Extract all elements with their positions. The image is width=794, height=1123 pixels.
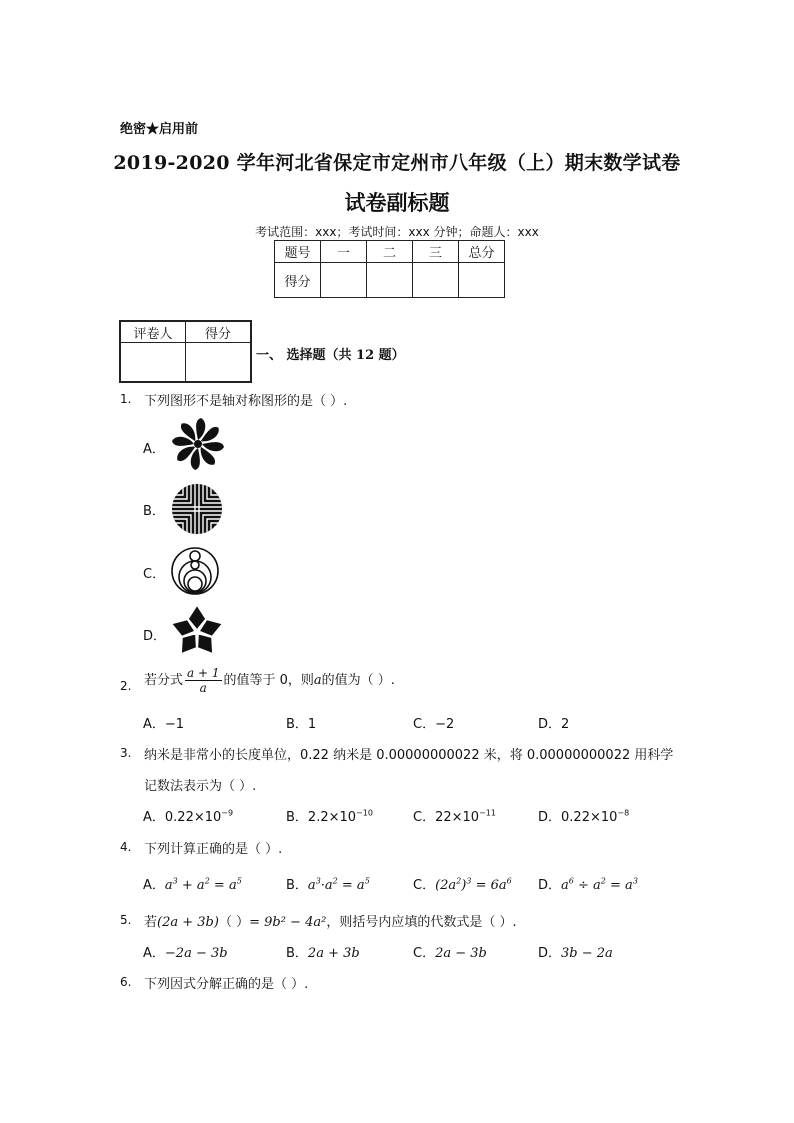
question-text: 下列因式分解正确的是（ ）. bbox=[144, 977, 309, 992]
math-expression: −2a − 3b bbox=[164, 946, 228, 961]
question-text bbox=[144, 666, 395, 695]
score-header-cell: 三 bbox=[413, 241, 459, 263]
option-d bbox=[538, 942, 613, 961]
option-b: B．1 bbox=[286, 717, 317, 732]
question-number: 2. bbox=[120, 679, 132, 693]
option-a bbox=[143, 942, 228, 961]
math-expression: 3b − 2a bbox=[561, 946, 613, 961]
fraction bbox=[185, 666, 221, 695]
option-label: A． bbox=[143, 878, 165, 893]
section-title: 一、 选择题（共 12 题） bbox=[256, 348, 405, 363]
nested-circles-figure bbox=[170, 544, 220, 598]
fraction-numerator: a + 1 bbox=[187, 666, 220, 680]
option-b bbox=[286, 874, 370, 893]
question-number: 1. bbox=[120, 392, 132, 406]
grader-header-cell: 评卷人 bbox=[120, 321, 186, 343]
score-header-cell: 题号 bbox=[275, 241, 321, 263]
option-c bbox=[413, 874, 512, 893]
math-variable: a bbox=[313, 673, 322, 688]
option-label: B． bbox=[286, 810, 308, 825]
pinwheel-figure bbox=[170, 416, 226, 472]
question-text-part: 的值等于 0，则 bbox=[223, 673, 314, 688]
question-number: 5. bbox=[120, 913, 132, 927]
grader-table bbox=[119, 320, 252, 383]
option-exponent: −9 bbox=[221, 808, 234, 818]
option-label: A． bbox=[143, 810, 165, 825]
score-row-label: 得分 bbox=[275, 263, 321, 298]
grader-header-cell: 得分 bbox=[186, 321, 252, 343]
question-number: 6. bbox=[120, 975, 132, 989]
option-base: 0.22×10 bbox=[164, 810, 222, 825]
score-cell[interactable] bbox=[459, 263, 505, 298]
option-b bbox=[286, 942, 360, 961]
option-label: C． bbox=[413, 946, 436, 961]
question-number: 3. bbox=[120, 746, 132, 760]
option-d: D．2 bbox=[538, 717, 570, 732]
question-text-part: 若分式 bbox=[144, 673, 184, 688]
option-c bbox=[413, 942, 487, 961]
option-label: B． bbox=[143, 504, 165, 519]
option-c bbox=[413, 806, 496, 825]
question-text: 下列图形不是轴对称图形的是（ ）. bbox=[144, 394, 348, 409]
option-label: D． bbox=[538, 810, 562, 825]
option-label: A． bbox=[143, 442, 165, 457]
option-c: C．−2 bbox=[413, 717, 455, 732]
score-table bbox=[274, 240, 505, 298]
option-exponent: −11 bbox=[479, 808, 496, 818]
cross-pattern-circle-figure bbox=[170, 482, 224, 536]
option-a bbox=[143, 874, 242, 893]
option-label: B． bbox=[286, 878, 308, 893]
star-pentagon-figure bbox=[170, 604, 224, 660]
grader-cell[interactable] bbox=[120, 343, 186, 383]
math-expression: (2a + 3b) bbox=[157, 915, 219, 930]
score-cell[interactable] bbox=[321, 263, 367, 298]
question-text-line2: 记数法表示为（ ）. bbox=[144, 779, 257, 794]
question-text-part: （ ） bbox=[218, 915, 250, 930]
option-a bbox=[143, 806, 233, 825]
score-header-cell: 二 bbox=[367, 241, 413, 263]
option-label: D． bbox=[538, 946, 562, 961]
option-a: A．−1 bbox=[143, 717, 185, 732]
score-cell[interactable] bbox=[367, 263, 413, 298]
option-base: 22×10 bbox=[435, 810, 480, 825]
question-text-part: ，则括号内应填的代数式是（ ）. bbox=[326, 915, 517, 930]
question-text-line1: 纳米是非常小的长度单位，0.22 纳米是 0.00000000022 米，将 0.00000000022 用科学 bbox=[144, 748, 674, 763]
option-label: D． bbox=[143, 629, 167, 644]
secret-label: 绝密★启用前 bbox=[120, 122, 199, 137]
option-d bbox=[538, 806, 629, 825]
question-text-part: 若 bbox=[144, 915, 158, 930]
score-header-cell: 一 bbox=[321, 241, 367, 263]
score-header-cell: 总分 bbox=[459, 241, 505, 263]
score-cell[interactable] bbox=[413, 263, 459, 298]
option-label: A． bbox=[143, 946, 165, 961]
option-base: 2.2×10 bbox=[307, 810, 357, 825]
exam-subtitle: 试卷副标题 bbox=[344, 190, 450, 215]
math-expression: $a^6 \div a^2 = a^3$ bbox=[561, 876, 638, 893]
option-base: 0.22×10 bbox=[561, 810, 618, 825]
question-text: 下列计算正确的是（ ）. bbox=[144, 842, 283, 857]
math-expression: 2a + 3b bbox=[307, 946, 360, 961]
option-label: C． bbox=[143, 567, 166, 582]
option-d bbox=[538, 874, 638, 893]
option-label: B． bbox=[286, 946, 308, 961]
exam-info: 考试范围：xxx；考试时间：xxx 分钟；命题人：xxx bbox=[255, 225, 539, 239]
fraction-denominator: a bbox=[199, 681, 207, 695]
math-expression: $(2a^2)^3 = 6a^6$ bbox=[435, 876, 512, 893]
option-b bbox=[286, 806, 373, 825]
math-expression: $a^3 + a^2 = a^5$ bbox=[164, 876, 242, 893]
question-number: 4. bbox=[120, 840, 132, 854]
option-exponent: −8 bbox=[617, 808, 630, 818]
math-expression: 2a − 3b bbox=[435, 946, 487, 961]
math-expression: = 9b² − 4a² bbox=[249, 915, 327, 930]
grader-cell[interactable] bbox=[186, 343, 252, 383]
math-expression: $a^3\cdot a^2 = a^5$ bbox=[307, 876, 370, 893]
exam-title: 2019-2020 学年河北省保定市定州市八年级（上）期末数学试卷 bbox=[113, 152, 681, 174]
question-text-part: 的值为（ ）. bbox=[321, 673, 395, 688]
option-label: C． bbox=[413, 878, 436, 893]
question-text bbox=[144, 911, 517, 930]
option-label: D． bbox=[538, 878, 562, 893]
option-label: C． bbox=[413, 810, 436, 825]
option-exponent: −10 bbox=[356, 808, 373, 818]
